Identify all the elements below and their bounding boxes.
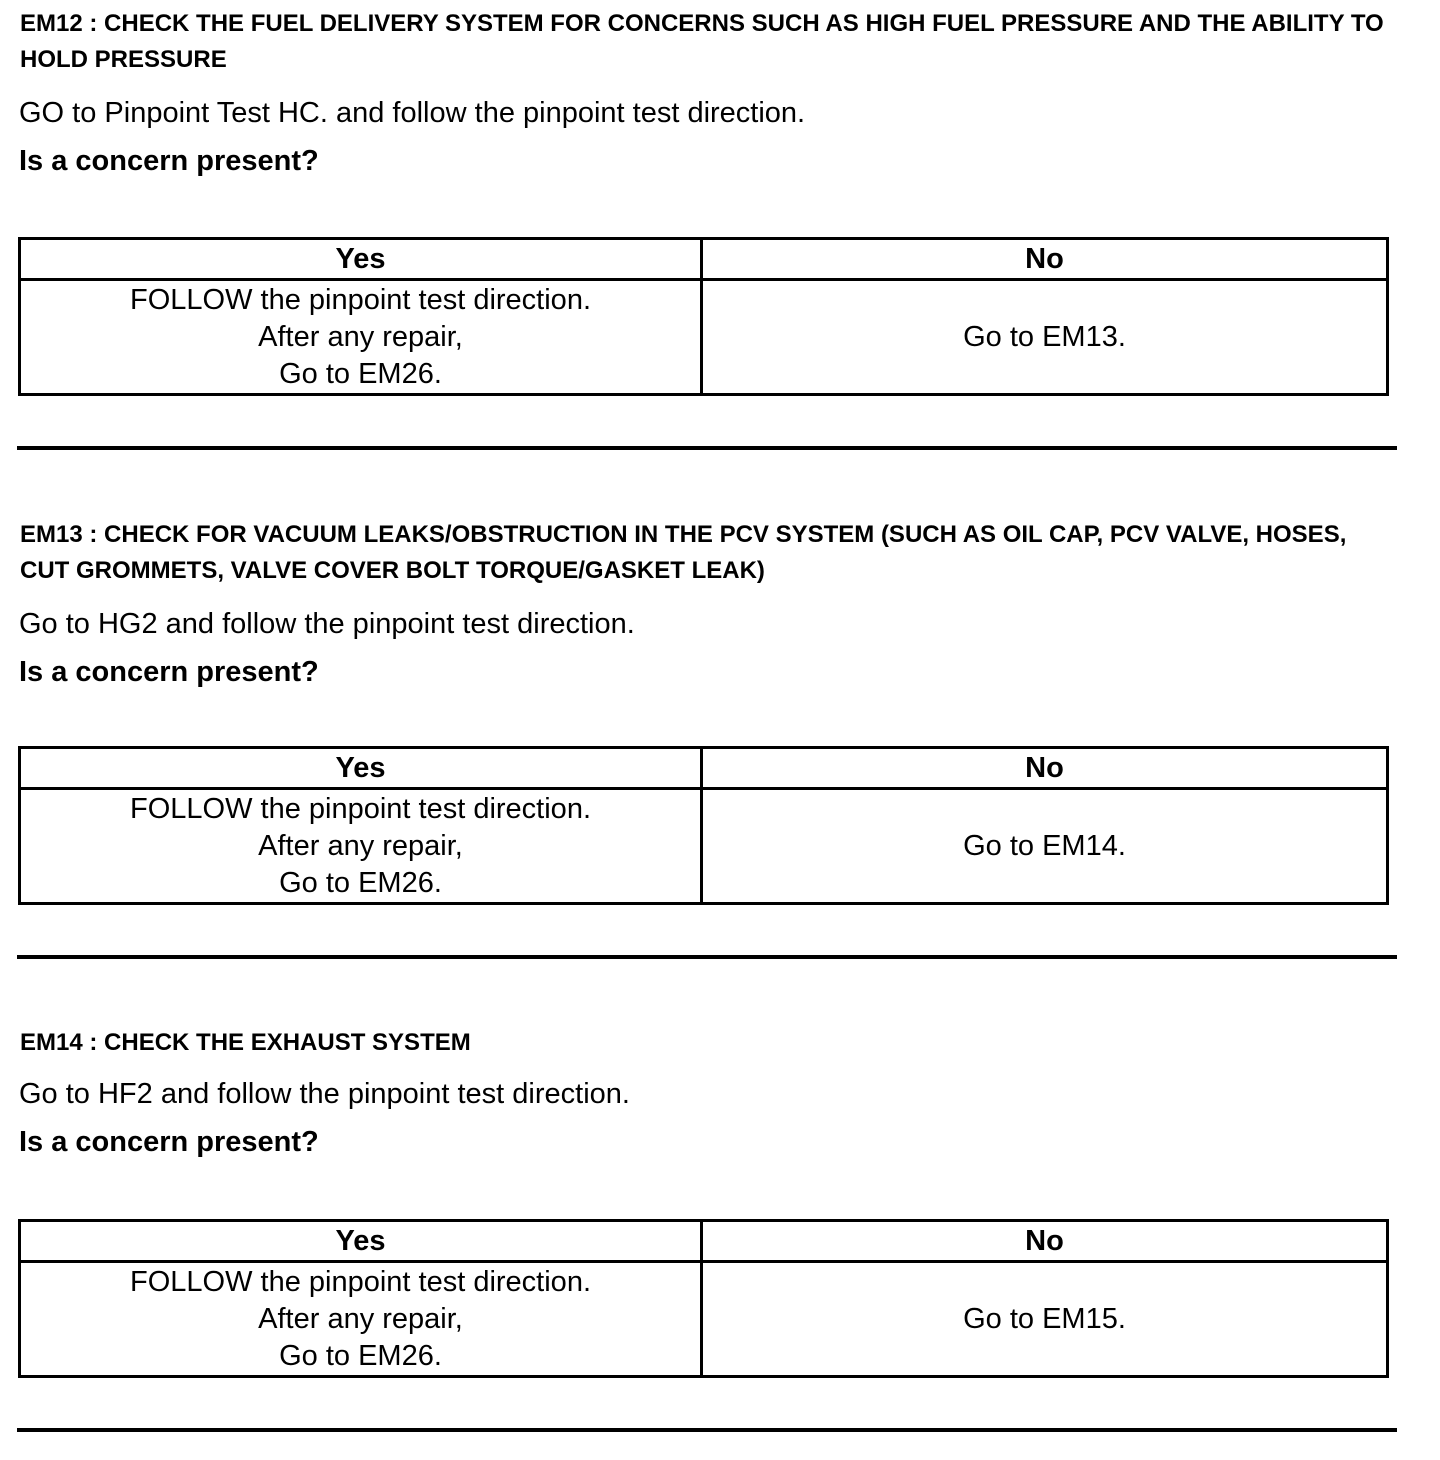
step-heading-em12: EM12 : CHECK THE FUEL DELIVERY SYSTEM FOR CONCERNS SUCH AS HIGH FUEL PRESSURE AND THE ABILITY TO HOLD PRESSURE — [20, 10, 1384, 73]
yes-action-line: FOLLOW the pinpoint test direction. — [130, 1265, 591, 1298]
decision-table-em14 — [18, 1219, 1389, 1378]
yes-header: Yes — [20, 1221, 702, 1262]
step-question-em12: Is a concern present? — [19, 145, 319, 177]
no-header: No — [702, 239, 1388, 280]
section-divider — [17, 446, 1397, 450]
step-heading-em14: EM14 : CHECK THE EXHAUST SYSTEM — [20, 1029, 471, 1056]
yes-action-line: Go to EM26. — [279, 357, 442, 390]
section-divider — [17, 1428, 1397, 1432]
step-instruction-em12: GO to Pinpoint Test HC. and follow the pinpoint test direction. — [19, 97, 806, 129]
yes-action-line: FOLLOW the pinpoint test direction. — [130, 283, 591, 316]
no-header: No — [702, 748, 1388, 789]
yes-action-line: After any repair, — [258, 1302, 463, 1335]
decision-table-em13 — [18, 746, 1389, 905]
decision-table-em12 — [18, 237, 1389, 396]
yes-header: Yes — [20, 748, 702, 789]
step-question-em13: Is a concern present? — [19, 656, 319, 688]
no-header: No — [702, 1221, 1388, 1262]
yes-action-cell — [20, 280, 702, 395]
no-action-cell: Go to EM14. — [702, 789, 1388, 904]
yes-action-line: FOLLOW the pinpoint test direction. — [130, 792, 591, 825]
no-action-cell: Go to EM15. — [702, 1262, 1388, 1377]
yes-action-cell — [20, 789, 702, 904]
step-question-em14: Is a concern present? — [19, 1126, 319, 1158]
step-heading-em13: EM13 : CHECK FOR VACUUM LEAKS/OBSTRUCTION IN THE PCV SYSTEM (SUCH AS OIL CAP, PCV VALVE, HOSES, CUT GROMMETS, VALVE COVER BOLT TORQUE/GASKET LEAK) — [20, 521, 1347, 584]
yes-action-cell — [20, 1262, 702, 1377]
yes-action-line: After any repair, — [258, 320, 463, 353]
yes-action-line: Go to EM26. — [279, 1339, 442, 1372]
step-instruction-em13: Go to HG2 and follow the pinpoint test direction. — [19, 608, 635, 640]
step-instruction-em14: Go to HF2 and follow the pinpoint test direction. — [19, 1078, 630, 1110]
yes-action-line: Go to EM26. — [279, 866, 442, 899]
yes-header: Yes — [20, 239, 702, 280]
section-divider — [17, 955, 1397, 959]
yes-action-line: After any repair, — [258, 829, 463, 862]
no-action-cell: Go to EM13. — [702, 280, 1388, 395]
